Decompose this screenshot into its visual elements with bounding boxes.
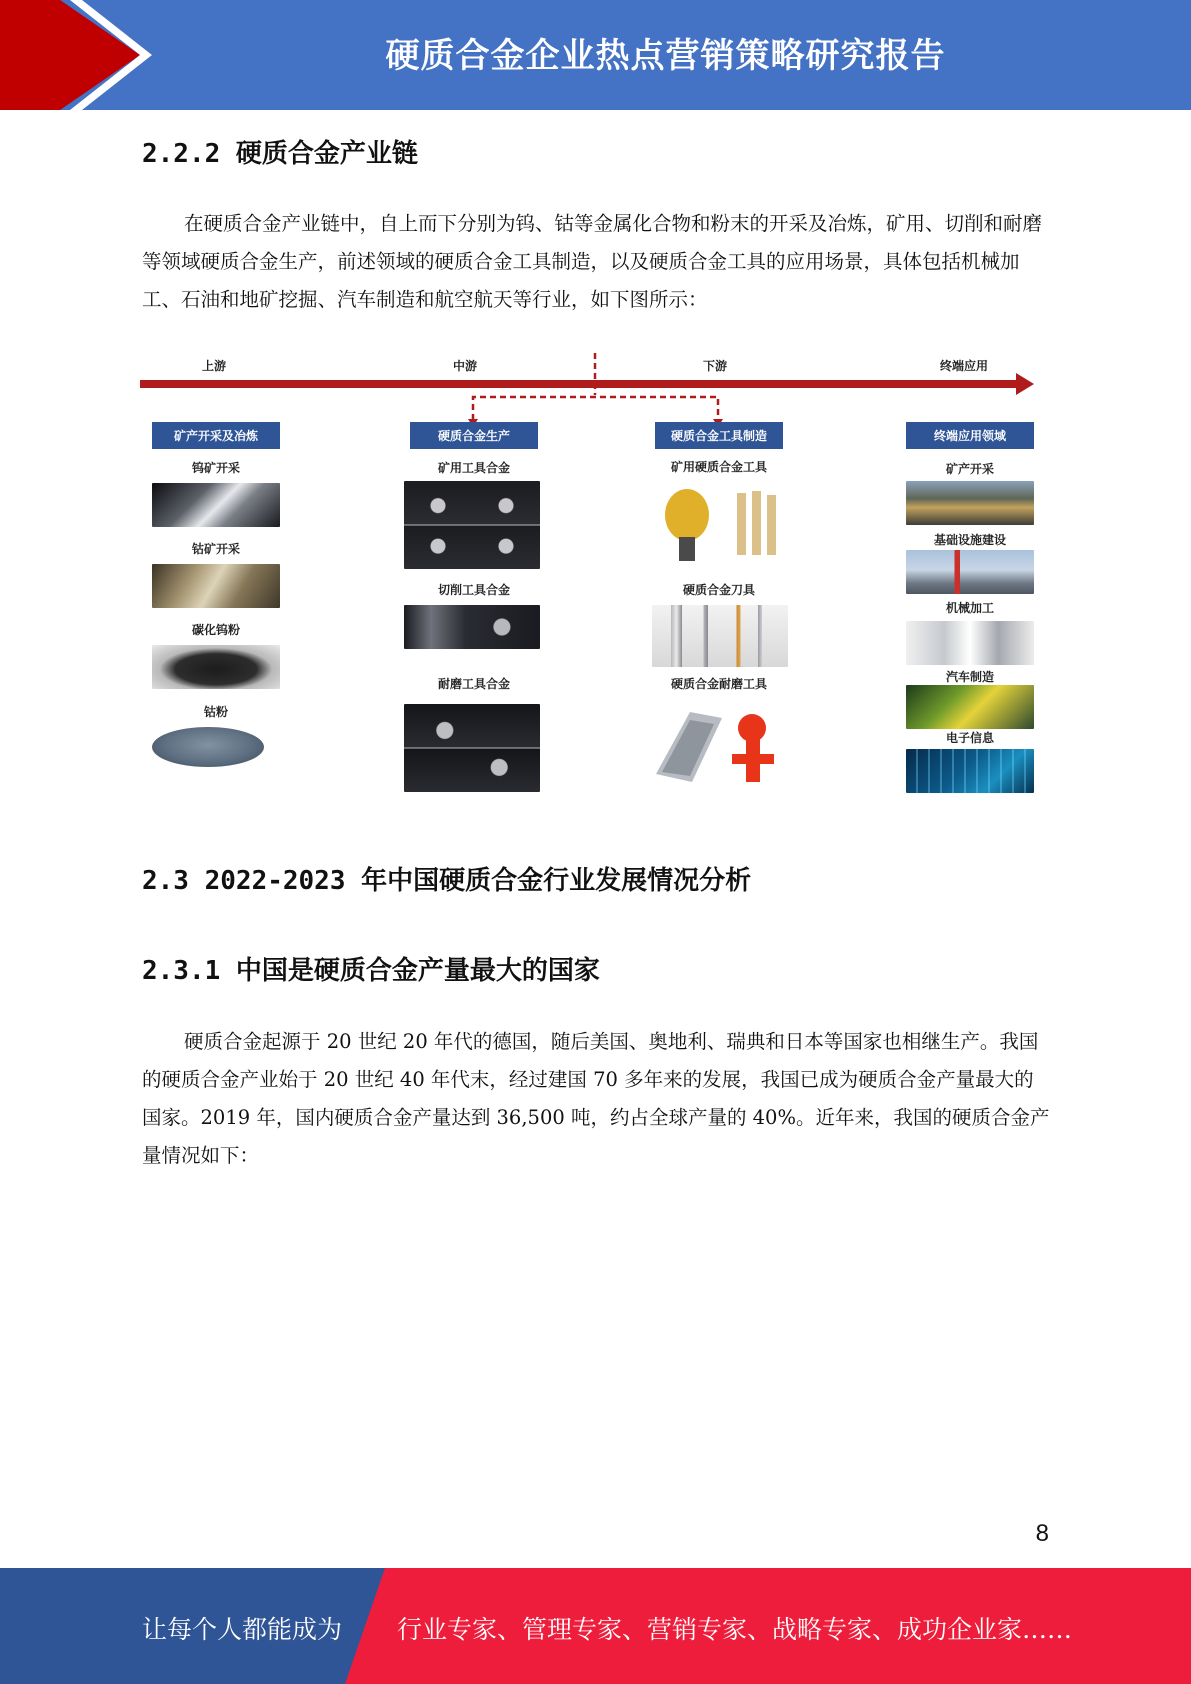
cobalt-powder-image	[152, 727, 264, 767]
section-heading-2-3: 2.3 2022-2023 年中国硬质合金行业发展情况分析	[142, 866, 752, 896]
wear-alloy-image	[404, 704, 540, 792]
item-label: 电子信息	[945, 731, 994, 745]
mining-application-image	[906, 481, 1034, 525]
page-number: 8	[1035, 1520, 1049, 1547]
mining-alloy-image	[404, 481, 540, 569]
column-title-tool-making: 硬质合金工具制造	[655, 422, 783, 449]
footer-slogan-right: 行业专家、管理专家、营销专家、战略专家、成功企业家……	[397, 1615, 1073, 1644]
item-label: 矿用硬质合金工具	[670, 460, 767, 474]
column-title-production: 硬质合金生产	[410, 422, 538, 449]
item-label: 矿用工具合金	[437, 461, 510, 475]
section-heading-2-2-2: 2.2.2 硬质合金产业链	[142, 139, 418, 169]
wear-tools-image	[652, 702, 788, 790]
item-label: 矿产开采	[945, 462, 994, 476]
item-label: 钴粉	[203, 705, 228, 719]
item-label: 钴矿开采	[191, 542, 240, 556]
page-header	[0, 0, 1191, 110]
item-label: 机械加工	[945, 601, 994, 615]
section-heading-2-3-1: 2.3.1 中国是硬质合金产量最大的国家	[142, 956, 600, 986]
stage-label-terminal: 终端应用	[940, 359, 989, 373]
column-title-mining: 矿产开采及冶炼	[152, 422, 280, 449]
stage-label-upstream: 上游	[202, 359, 227, 373]
cutting-alloy-image	[404, 605, 540, 649]
stage-arrow	[138, 345, 1038, 425]
stage-label-midstream: 中游	[453, 359, 478, 373]
tungsten-carbide-powder-image	[152, 645, 280, 689]
page-footer	[0, 1568, 1191, 1684]
item-label: 硬质合金耐磨工具	[670, 677, 767, 691]
item-label: 钨矿开采	[191, 461, 240, 475]
item-label: 汽车制造	[945, 670, 994, 684]
electronics-image	[906, 749, 1034, 793]
automotive-image	[906, 685, 1034, 729]
cutting-tools-image	[652, 605, 788, 667]
item-label: 基础设施建设	[933, 533, 1006, 547]
paragraph-text: 在硬质合金产业链中，自上而下分别为钨、钴等金属化合物和粉末的开采及冶炼，矿用、切削和耐磨等领域硬质合金生产，前述领域的硬质合金工具制造，以及硬质合金工具的应用场景，具体包括机械加工、石油和地矿挖掘、汽车制造和航空航天等行业，如下图所示：	[142, 212, 1043, 311]
footer-slogan-left: 让每个人都能成为	[142, 1615, 343, 1644]
item-label: 硬质合金刀具	[682, 583, 755, 597]
machining-image	[906, 621, 1034, 665]
header-chevron-decoration	[0, 0, 160, 110]
tungsten-ore-image	[152, 483, 280, 527]
mining-tools-image	[657, 485, 789, 565]
stage-label-downstream: 下游	[703, 359, 728, 373]
paragraph-text: 硬质合金起源于 20 世纪 20 年代的德国，随后美国、奥地利、瑞典和日本等国家也相继生产。我国的硬质合金产业始于 20 世纪 40 年代末，经过建国 70 多年来的发展，我国已成为硬质合金产量最大的国家。2019 年，国内硬质合金产量达到 36,500 吨，约占全球产量的 40%。近年来，我国的硬质合金产量情况如下：	[142, 1030, 1050, 1167]
item-label: 耐磨工具合金	[437, 677, 510, 691]
section-2-3-1-paragraph	[142, 1023, 1052, 1175]
section-2-2-2-paragraph	[142, 205, 1052, 319]
infrastructure-image	[906, 550, 1034, 594]
column-title-applications: 终端应用领域	[906, 422, 1034, 449]
item-label: 碳化钨粉	[191, 623, 240, 637]
header-title: 硬质合金企业热点营销策略研究报告	[385, 36, 946, 76]
industry-chain-figure	[138, 345, 1038, 797]
cobalt-ore-image	[152, 564, 280, 608]
item-label: 切削工具合金	[437, 583, 510, 597]
